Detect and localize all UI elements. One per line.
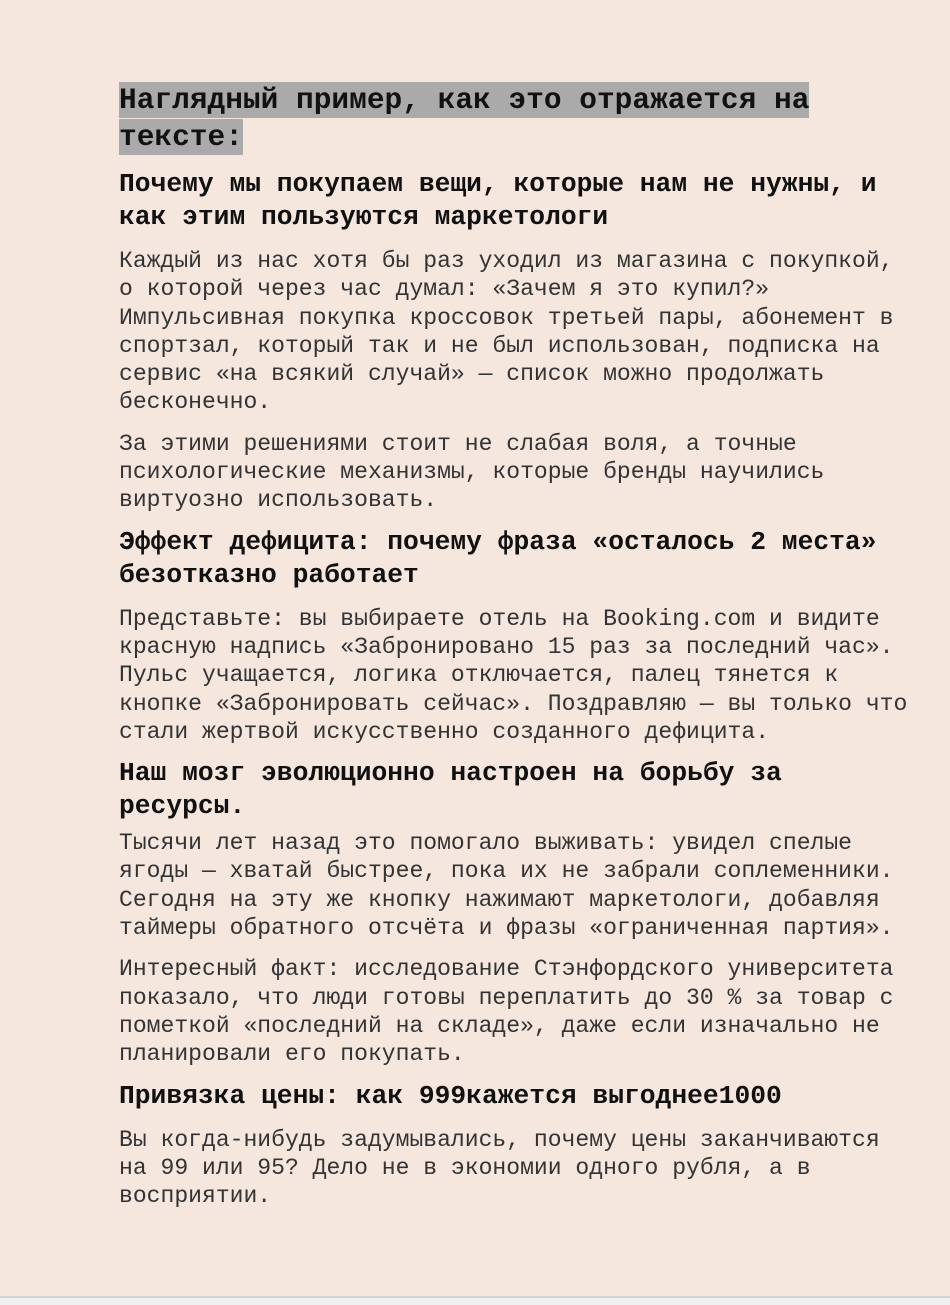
section-heading-scarcity-effect: Эффект дефицита: почему фраза «осталось 2 места» безотказно работает bbox=[119, 526, 877, 590]
paragraph: За этими решениями стоит не слабая воля, а точные психологические механизмы, которые бренды научились виртуозно использовать. bbox=[119, 430, 825, 514]
paragraph: Каждый из нас хотя бы раз уходил из магазина с покупкой, о которой через час думал: «Зачем я это купил?» Импульсивная покупка кроссовок третьей пары, абонемент в спортзал, который так и не был использован, подписка на сервис «на всякий случай» — список можно продолжать бесконечно. bbox=[119, 248, 894, 416]
document-content bbox=[119, 82, 919, 1210]
paragraph: Тысячи лет назад это помогало выживать: увидел спелые ягоды — хватай быстрее, пока их не забрали соплеменники. Сегодня на эту же кнопку нажимают маркетологи, добавляя таймеры обратного отсчёта и фразы «ограниченная партия». bbox=[119, 830, 894, 942]
paragraph: Представьте: вы выбираете отель на Booking.com и видите красную надпись «Забронировано 15 раз за последний час». Пульс учащается, логика отключается, палец тянется к кнопке «Забронировать сейчас». Поздравляю — вы только что стали жертвой искусственно созданного дефицита. bbox=[119, 605, 908, 745]
section-heading-why-we-buy: Почему мы покупаем вещи, которые нам не нужны, и как этим пользуются маркетологи bbox=[119, 169, 877, 232]
highlighted-title-text: Наглядный пример, как это отражается на тексте: bbox=[119, 83, 810, 154]
paragraph: Интересный факт: исследование Стэнфордского университета показало, что люди готовы переплатить до 30 % за товар с пометкой «последний на складе», даже если изначально не планировали его покупать. bbox=[119, 956, 894, 1068]
paragraph: Вы когда-нибудь задумывались, почему цены заканчиваются на 99 или 95? Дело не в экономии одного рубля, а в восприятии. bbox=[119, 1126, 880, 1210]
section-heading-price-anchoring: Привязка цены: как 999кажется выгоднее1000 bbox=[119, 1080, 782, 1111]
page-title bbox=[119, 82, 919, 156]
section-heading-brain-resources: Наш мозг эволюционно настроен на борьбу за ресурсы. bbox=[119, 758, 782, 822]
